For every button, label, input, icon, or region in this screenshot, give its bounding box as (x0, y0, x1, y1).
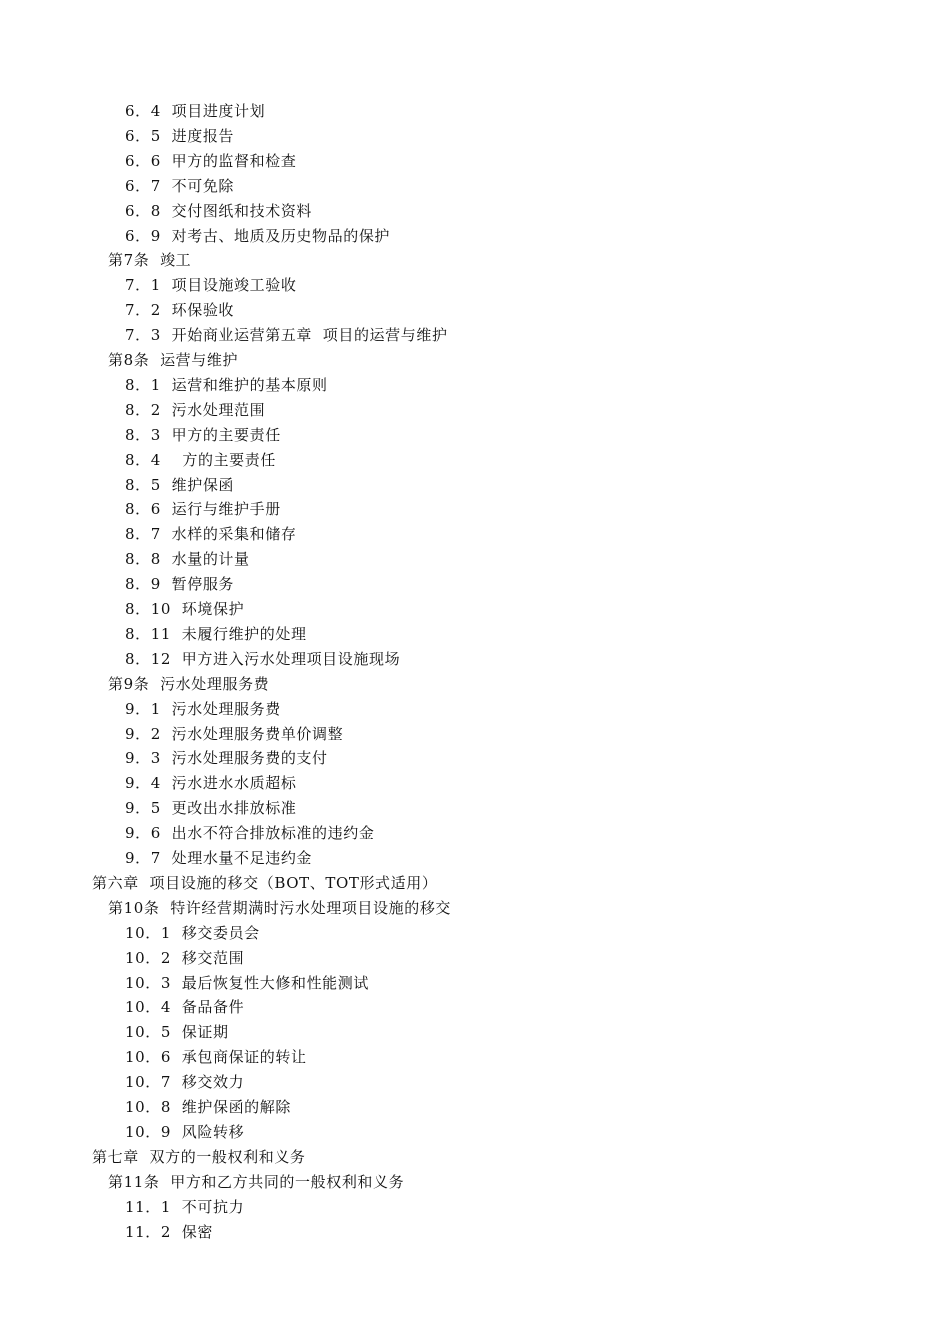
section-item: 10．1 移交委员会 (125, 924, 260, 942)
article-heading: 第8条 运营与维护 (108, 351, 239, 369)
section-item: 9．4 污水进水水质超标 (125, 774, 297, 792)
section-item: 6．9 对考古、地质及历史物品的保护 (125, 227, 391, 245)
section-item: 10．6 承包商保证的转让 (125, 1048, 307, 1066)
section-item: 8．4 方的主要责任 (125, 451, 276, 469)
section-item: 9．2 污水处理服务费单价调整 (125, 725, 344, 743)
section-item: 10．4 备品备件 (125, 998, 245, 1016)
section-item: 8．1 运营和维护的基本原则 (125, 376, 328, 394)
section-item: 6．4 项目进度计划 (125, 102, 266, 120)
section-item: 8．3 甲方的主要责任 (125, 426, 281, 444)
section-item: 8．6 运行与维护手册 (125, 500, 281, 518)
section-item: 8．2 污水处理范围 (125, 401, 266, 419)
section-item: 10．9 风险转移 (125, 1123, 245, 1141)
section-item: 6．7 不可免除 (125, 177, 235, 195)
article-heading: 第11条 甲方和乙方共同的一般权利和义务 (108, 1173, 405, 1191)
section-item: 10．7 移交效力 (125, 1073, 245, 1091)
section-item: 10．2 移交范围 (125, 949, 245, 967)
section-item: 7．1 项目设施竣工验收 (125, 276, 297, 294)
article-heading: 第7条 竣工 (108, 251, 192, 269)
section-item: 6．8 交付图纸和技术资料 (125, 202, 313, 220)
section-item: 9．7 处理水量不足违约金 (125, 849, 313, 867)
section-item: 8．9 暂停服务 (125, 575, 235, 593)
section-item: 8．11 未履行维护的处理 (125, 625, 307, 643)
section-item: 10．5 保证期 (125, 1023, 229, 1041)
section-item: 9．3 污水处理服务费的支付 (125, 749, 328, 767)
section-item: 8．7 水样的采集和储存 (125, 525, 297, 543)
section-item: 10．3 最后恢复性大修和性能测试 (125, 974, 369, 992)
section-item: 9．6 出水不符合排放标准的违约金 (125, 824, 375, 842)
section-item: 10．8 维护保函的解除 (125, 1098, 291, 1116)
section-item: 7．2 环保验收 (125, 301, 235, 319)
section-item: 6．6 甲方的监督和检查 (125, 152, 297, 170)
section-item: 8．12 甲方进入污水处理项目设施现场 (125, 650, 401, 668)
section-item: 8．10 环境保护 (125, 600, 245, 618)
section-item: 6．5 进度报告 (125, 127, 235, 145)
chapter-heading: 第六章 项目设施的移交（BOT、TOT形式适用） (92, 874, 438, 892)
section-item: 9．5 更改出水排放标准 (125, 799, 297, 817)
section-item: 8．8 水量的计量 (125, 550, 250, 568)
section-item: 11．2 保密 (125, 1223, 213, 1241)
article-heading: 第9条 污水处理服务费 (108, 675, 270, 693)
section-item: 11．1 不可抗力 (125, 1198, 245, 1216)
section-item: 9．1 污水处理服务费 (125, 700, 281, 718)
article-heading: 第10条 特许经营期满时污水处理项目设施的移交 (108, 899, 452, 917)
section-item: 7．3 开始商业运营第五章 项目的运营与维护 (125, 326, 448, 344)
section-item: 8．5 维护保函 (125, 476, 235, 494)
chapter-heading: 第七章 双方的一般权利和义务 (92, 1148, 306, 1166)
